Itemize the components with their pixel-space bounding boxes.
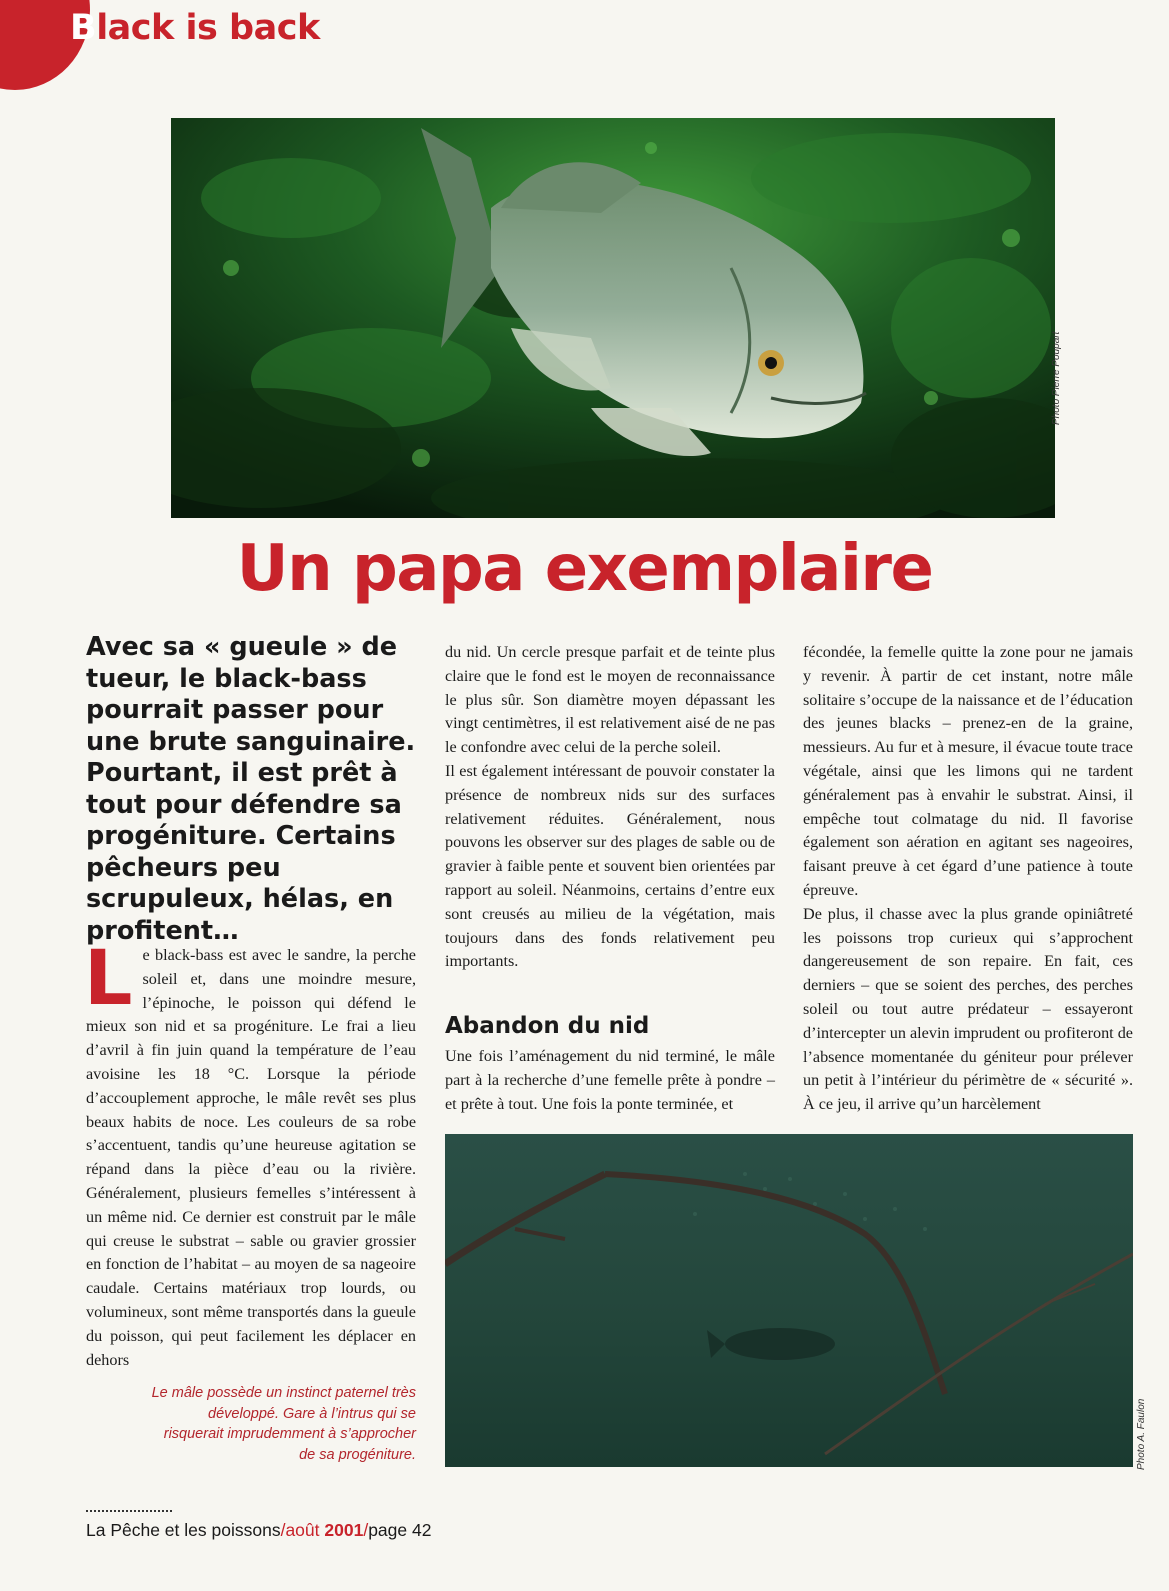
article-headline: Un papa exemplaire bbox=[236, 532, 933, 606]
black-bass-illustration bbox=[171, 118, 1055, 518]
rubric-first-letter: B bbox=[70, 8, 97, 48]
body-column-2 bbox=[445, 641, 775, 974]
footer-year: 2001 bbox=[324, 1520, 364, 1540]
section-subhead: Abandon du nid bbox=[445, 1013, 650, 1039]
footer-dotted-rule bbox=[86, 1510, 172, 1512]
rubric-rest: lack is back bbox=[96, 8, 320, 48]
body-paragraph: Une fois l’aménagement du nid terminé, le mâle part à la recherche d’une femelle prête à pondre – et prête à tout. Une fois la ponte terminée, et bbox=[445, 1047, 775, 1113]
page-footer bbox=[86, 1520, 431, 1541]
body-paragraph: fécondée, la femelle quitte la zone pour ne jamais y revenir. À partir de cet instant, notre mâle solitaire s’occupe de la naissance et de l’éducation des jeunes blacks – prenez-en de la graine, messieurs. Au fur et à mesure, il évacue toute trace végétale, ainsi que les limons qui ne tardent généralement pas à envahir le substrat. Ainsi, il empêche tout colmatage du nid. Il favorise également son aération en agitant ses nageoires, faisant preuve à cet égard d’une patience à toute épreuve. bbox=[803, 643, 1133, 899]
footer-separator: / bbox=[363, 1520, 369, 1540]
body-paragraph: e black-bass est avec le sandre, la perche soleil et, dans une moindre mesure, l’épinoche, le poisson qui défend le mieux son nid et sa progéniture. Le frai a lieu d’avril à fin juin quand la température de l’eau avoisine les 18 °C. Lorsque la période d’accouplement approche, le mâle revêt ses plus beaux habits de noce. Les couleurs de sa robe s’accentuent, tandis qu’une heureuse agitation se répand dans la pièce d’eau ou la rivière. Généralement, plusieurs femelles s’intéressent à un même nid. Ce dernier est construit par le mâle qui creuse le substrat – sable ou gravier grossier en fonction de l’habitat – au moyen de sa nageoire caudale. Certains matériaux trop lourds, ou volumineux, sont même transportés dans la gueule du poisson, qui peut facilement les déplacer en dehors bbox=[86, 946, 416, 1369]
body-paragraph: De plus, il chasse avec la plus grande opiniâtreté les poissons trop curieux qui s’approchent dangereusement de son repaire. En fait, ces derniers – que se soient des perches, des perches soleil ou tout autre prédateur – essayeront d’intercepter un alevin imprudent ou profiteront de l’absence momentanée du géniteur pour prélever un petit à l’intérieur du périmètre de « sécurité ». À ce jeu, il arrive qu’un harcèlement bbox=[803, 904, 1133, 1114]
body-column-1 bbox=[84, 933, 416, 1372]
footer-separator: / bbox=[280, 1520, 286, 1540]
photo-credit-top: Photo Pierre Poupart bbox=[1051, 331, 1062, 425]
footer-page-number: page 42 bbox=[368, 1520, 432, 1540]
body-paragraph: du nid. Un cercle presque parfait et de teinte plus claire que le fond est le moyen de reconnaissance le plus sûr. Son diamètre moyen dépassant les vingt centimètres, il est relativement aisé de ne pas le confondre avec celui de la perche soleil. bbox=[445, 643, 775, 757]
body-column-3 bbox=[803, 641, 1133, 1117]
photo-credit-bottom: Photo A. Faulon bbox=[1136, 1398, 1147, 1470]
body-column-2-continued bbox=[445, 1045, 775, 1116]
footer-magazine: La Pêche et les poissons bbox=[86, 1520, 281, 1540]
photo-black-bass bbox=[171, 118, 1055, 518]
rubric-title bbox=[70, 8, 320, 48]
footer-month: août bbox=[285, 1520, 320, 1540]
photo-caption: Le mâle possède un instinct paternel très développé. Gare à l’intrus qui se risquerait imprudemment à s’approcher de sa progéniture. bbox=[151, 1385, 416, 1463]
drop-cap: L bbox=[84, 933, 133, 1022]
body-paragraph: Il est également intéressant de pouvoir constater la présence de nombreux nids sur des surfaces relativement réduites. Généralement, nous pouvons les observer sur des plages de sable ou de gravier à faible pente et souvent bien orientées par rapport au soleil. Néanmoins, certains d’entre eux sont creusés au milieu de la végétation, mais toujours dans des fonds relativement peu importants. bbox=[445, 761, 775, 971]
article-lead: Avec sa « gueule » de tueur, le black-bass pourrait passer pour une brute sanguinaire. Pourtant, il est prêt à tout pour défendre sa progéniture. Certains pêcheurs peu scrupuleux, hélas, en profitent… bbox=[86, 632, 416, 946]
underwater-branch-illustration bbox=[445, 1134, 1133, 1467]
photo-nest-water bbox=[445, 1134, 1133, 1467]
